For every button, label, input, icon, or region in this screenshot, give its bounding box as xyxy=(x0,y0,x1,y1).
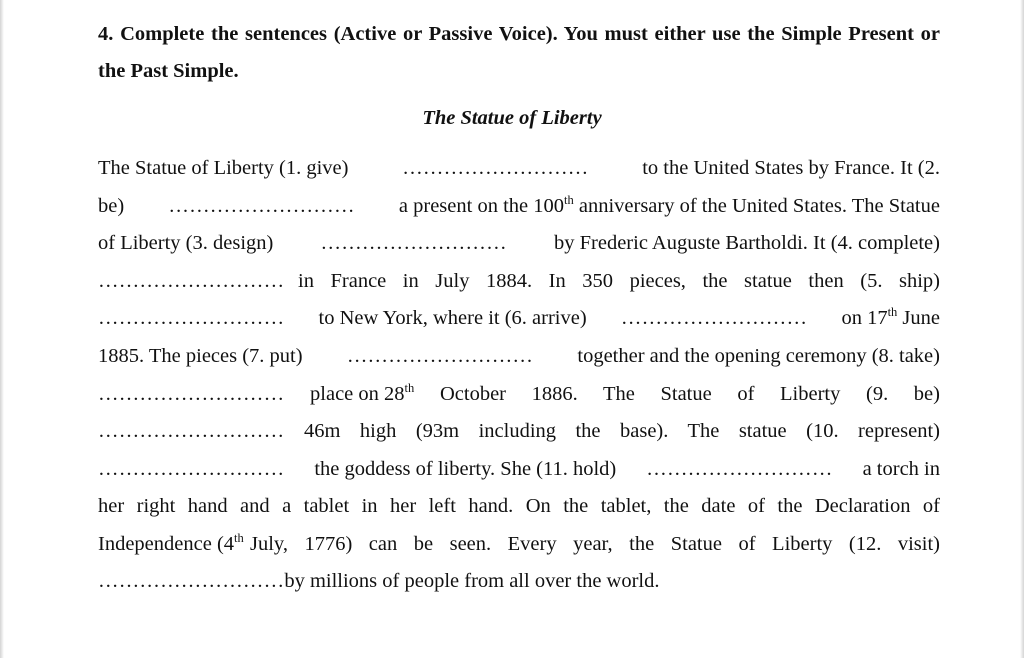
passage-text: to the United States by France. It (2. xyxy=(642,157,940,179)
ordinal-suffix: th xyxy=(234,531,244,545)
passage-text: The Statue of Liberty (1. give) xyxy=(98,157,349,179)
text-title: The Statue of Liberty xyxy=(422,107,602,129)
blank-12[interactable]: ……………………… xyxy=(98,570,285,592)
passage-text: the goddess of liberty. She (11. hold) xyxy=(314,458,617,480)
passage-text: July, 1776) can be seen. Every year, the Statue of Liberty (12. visit) xyxy=(250,533,940,555)
blank-1[interactable]: ……………………… xyxy=(402,157,589,179)
blank-9[interactable]: ……………………… xyxy=(98,420,285,442)
passage-text: be) xyxy=(98,195,125,217)
blank-11[interactable]: ……………………… xyxy=(646,458,833,480)
passage-text: 1885. The pieces (7. put) xyxy=(98,345,303,367)
text-line-2 xyxy=(98,188,940,225)
blank-6[interactable]: ……………………… xyxy=(620,307,808,329)
text-line-6 xyxy=(98,338,940,375)
passage-text: October 1886. The Statue of Liberty (9. be) xyxy=(439,383,940,405)
passage-text: in France in July 1884. In 350 pieces, the statue then (5. ship) xyxy=(298,270,940,292)
text-line-3 xyxy=(98,225,940,262)
passage-text: of Liberty (3. design) xyxy=(98,232,274,254)
blank-5[interactable]: ……………………… xyxy=(98,307,285,329)
ordinal-suffix: th xyxy=(887,305,898,319)
passage-text: to New York, where it (6. arrive) xyxy=(318,307,587,329)
blank-3[interactable]: ……………………… xyxy=(320,232,507,254)
blank-2[interactable]: ……………………… xyxy=(168,195,355,217)
passage-text: a present on the 100th anniversary of the United States. The Statue xyxy=(398,193,940,217)
text-line-7 xyxy=(98,376,940,413)
passage-text: by Frederic Auguste Bartholdi. It (4. complete) xyxy=(554,232,940,254)
text-line-11 xyxy=(98,526,940,563)
text-line-8 xyxy=(98,413,940,450)
blank-10[interactable]: ……………………… xyxy=(98,458,285,480)
passage-text: together and the opening ceremony (8. take) xyxy=(577,345,940,367)
blank-4[interactable]: ……………………… xyxy=(98,270,285,292)
passage-text: on 17th June xyxy=(841,305,940,329)
text-line-1 xyxy=(98,150,940,187)
passage-text: her right hand and a tablet in her left hand. On the tablet, the date of the Declaration of xyxy=(98,495,940,517)
page-edge-left xyxy=(0,0,4,658)
passage-text: a torch in xyxy=(862,458,940,480)
blank-8[interactable]: ……………………… xyxy=(98,383,285,405)
passage-text: place on 28th xyxy=(310,381,415,405)
text-line-10 xyxy=(98,488,940,525)
text-line-12 xyxy=(98,563,940,600)
passage-text: Independence (4th xyxy=(98,531,244,555)
passage-text: 46m high (93m including the base). The statue (10. represent) xyxy=(304,420,940,442)
task-heading: 4. Complete the sentences (Active or Passive Voice). You must either use the Simple Present or the Past Simple. xyxy=(98,23,940,82)
ordinal-suffix: th xyxy=(564,193,574,207)
passage-text: by millions of people from all over the world. xyxy=(284,570,660,592)
blank-7[interactable]: ……………………… xyxy=(346,345,534,367)
page-edge-right xyxy=(1020,0,1024,658)
ordinal-suffix: th xyxy=(404,381,415,395)
text-line-9 xyxy=(98,451,940,488)
text-line-5 xyxy=(98,300,940,337)
text-line-4 xyxy=(98,263,940,300)
